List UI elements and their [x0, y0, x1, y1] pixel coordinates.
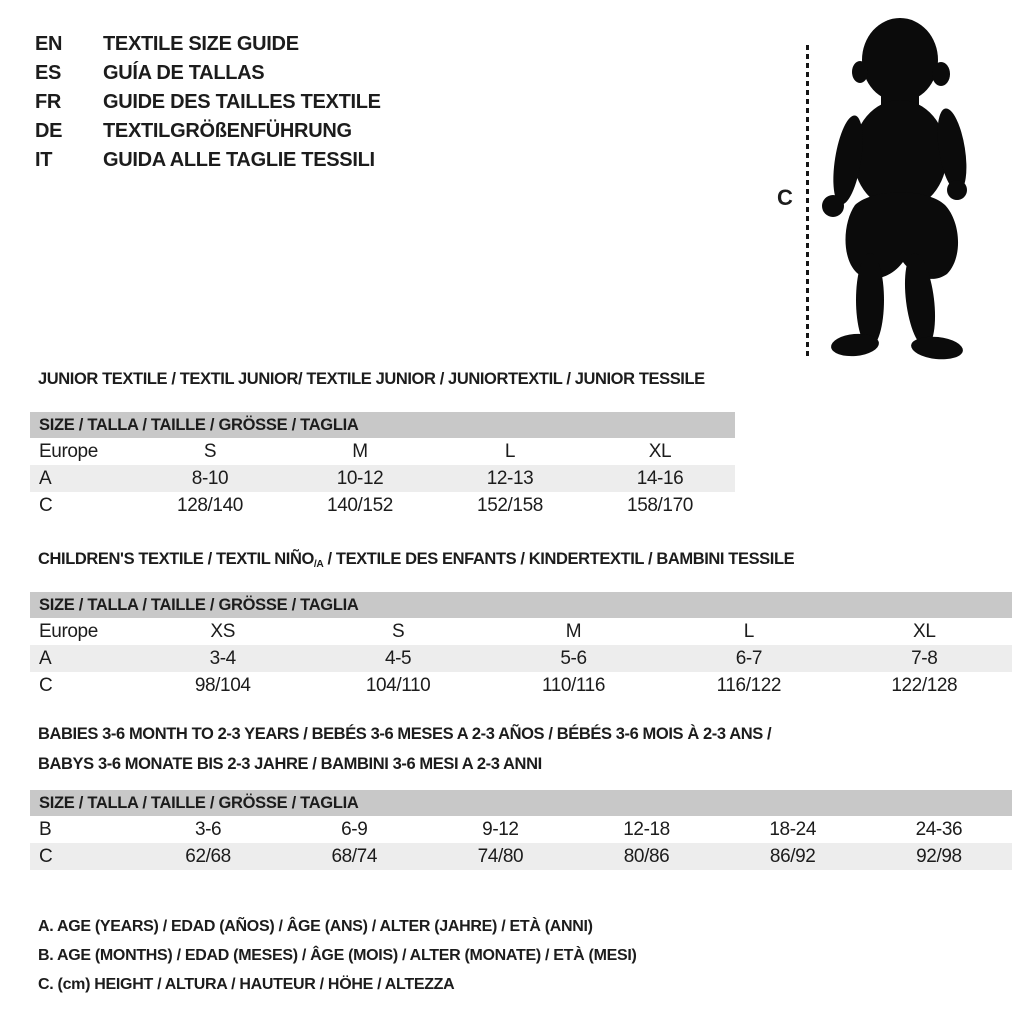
junior-size-table: [30, 438, 735, 519]
note-height: C. (cm) HEIGHT / ALTURA / HAUTEUR / HÖHE / ALTEZZA: [38, 976, 455, 993]
size-cell: 3-4: [209, 647, 236, 669]
size-cell: XL: [648, 440, 672, 462]
size-cell: 6-9: [341, 818, 368, 840]
lang-code: EN: [35, 33, 63, 55]
lang-label: TEXTILGRÖßENFÜHRUNG: [103, 120, 352, 142]
lang-label: GUÍA DE TALLAS: [103, 62, 265, 84]
row-label: B: [39, 818, 52, 840]
size-cell: 104/110: [365, 674, 431, 696]
table-row: [30, 843, 1012, 870]
size-cell: S: [391, 620, 405, 642]
size-cell: 128/140: [177, 494, 243, 516]
lang-row-en: [35, 30, 381, 59]
babies-table-title-line-2: BABYS 3-6 MONATE BIS 2-3 JAHRE / BAMBINI 3-6 MESI A 2-3 ANNI: [38, 755, 542, 773]
children-table-title: [38, 549, 794, 575]
size-cell: 12-18: [623, 818, 670, 840]
children-size-header: SIZE / TALLA / TAILLE / GRÖSSE / TAGLIA: [30, 592, 1012, 618]
lang-row-it: [35, 146, 381, 175]
junior-table-title: JUNIOR TEXTILE / TEXTIL JUNIOR/ TEXTILE JUNIOR / JUNIORTEXTIL / JUNIOR TESSILE: [38, 370, 705, 388]
children-title-main: CHILDREN'S TEXTILE / TEXTIL NIÑO: [38, 550, 314, 568]
table-row: [30, 672, 1012, 699]
lang-row-fr: [35, 88, 381, 117]
size-cell: 6-7: [735, 647, 762, 669]
size-cell: L: [743, 620, 754, 642]
size-cell: 3-6: [194, 818, 222, 840]
children-title-rest: / TEXTILE DES ENFANTS / KINDERTEXTIL / BAMBINI TESSILE: [323, 550, 795, 568]
row-label: A: [39, 467, 52, 489]
lang-row-de: [35, 117, 381, 146]
size-cell: 68/74: [331, 845, 377, 867]
note-age-months: B. AGE (MONTHS) / EDAD (MESES) / ÂGE (MOIS) / ALTER (MONATE) / ETÀ (MESI): [38, 947, 637, 964]
children-title-sub: /A: [313, 558, 324, 570]
babies-size-header: SIZE / TALLA / TAILLE / GRÖSSE / TAGLIA: [30, 790, 1012, 816]
lang-label: TEXTILE SIZE GUIDE: [103, 33, 299, 55]
size-cell: XL: [913, 620, 936, 642]
note-age-years: A. AGE (YEARS) / EDAD (AÑOS) / ÂGE (ANS) / ALTER (JAHRE) / ETÀ (ANNI): [38, 918, 593, 935]
size-cell: 14-16: [636, 467, 684, 489]
lang-row-es: [35, 59, 381, 88]
size-cell: L: [504, 440, 516, 462]
size-cell: 74/80: [477, 845, 524, 867]
language-header: [35, 30, 381, 175]
row-label: C: [39, 494, 53, 516]
size-cell: 4-5: [384, 647, 412, 669]
size-cell: 9-12: [482, 818, 519, 840]
size-cell: 7-8: [911, 647, 938, 669]
size-cell: 110/116: [541, 674, 605, 696]
size-cell: 18-24: [769, 818, 816, 840]
size-cell: S: [203, 440, 217, 462]
size-cell: 8-10: [191, 467, 229, 489]
junior-size-header: SIZE / TALLA / TAILLE / GRÖSSE / TAGLIA: [30, 412, 735, 438]
size-cell: 92/98: [916, 845, 962, 867]
lang-code: ES: [35, 62, 62, 84]
size-cell: 12-13: [486, 467, 534, 489]
size-cell: 116/122: [716, 674, 782, 696]
size-cell: 62/68: [185, 845, 231, 867]
row-label: C: [39, 674, 53, 696]
size-cell: 140/152: [327, 494, 393, 516]
table-row: [30, 618, 1012, 645]
babies-table-title-line-1: BABIES 3-6 MONTH TO 2-3 YEARS / BEBÉS 3-6 MESES A 2-3 AÑOS / BÉBÉS 3-6 MOIS À 2-3 ANS /: [38, 725, 772, 743]
table-row: [30, 645, 1012, 672]
lang-code: DE: [35, 120, 63, 142]
lang-label: GUIDA ALLE TAGLIE TESSILI: [103, 149, 375, 171]
table-row: [30, 465, 735, 492]
size-cell: 24-36: [915, 818, 963, 840]
size-cell: 152/158: [477, 494, 543, 516]
table-row: [30, 492, 735, 519]
lang-code: IT: [35, 149, 53, 171]
size-cell: 122/128: [891, 674, 958, 696]
size-cell: 158/170: [627, 494, 693, 516]
babies-table-title: [38, 719, 771, 779]
size-cell: 98/104: [194, 674, 251, 696]
size-cell: M: [352, 440, 368, 462]
table-row: [30, 816, 1012, 843]
lang-label: GUIDE DES TAILLES TEXTILE: [103, 91, 381, 113]
row-label: C: [39, 845, 53, 867]
height-measure-line: [806, 45, 809, 357]
height-measure-label: C: [777, 185, 793, 210]
row-label: Europe: [39, 620, 98, 642]
size-cell: 86/92: [769, 845, 816, 867]
size-cell: XS: [210, 620, 235, 642]
table-row: [30, 438, 735, 465]
children-size-table: [30, 618, 1012, 699]
size-cell: 5-6: [560, 647, 587, 669]
toddler-silhouette-icon: [815, 10, 985, 360]
size-cell: 80/86: [623, 845, 670, 867]
footnotes: [38, 912, 637, 999]
size-cell: 10-12: [336, 467, 384, 489]
row-label: Europe: [39, 440, 98, 462]
row-label: A: [39, 647, 52, 669]
size-cell: M: [565, 620, 582, 642]
lang-code: FR: [35, 91, 62, 113]
babies-size-table: [30, 816, 1012, 870]
